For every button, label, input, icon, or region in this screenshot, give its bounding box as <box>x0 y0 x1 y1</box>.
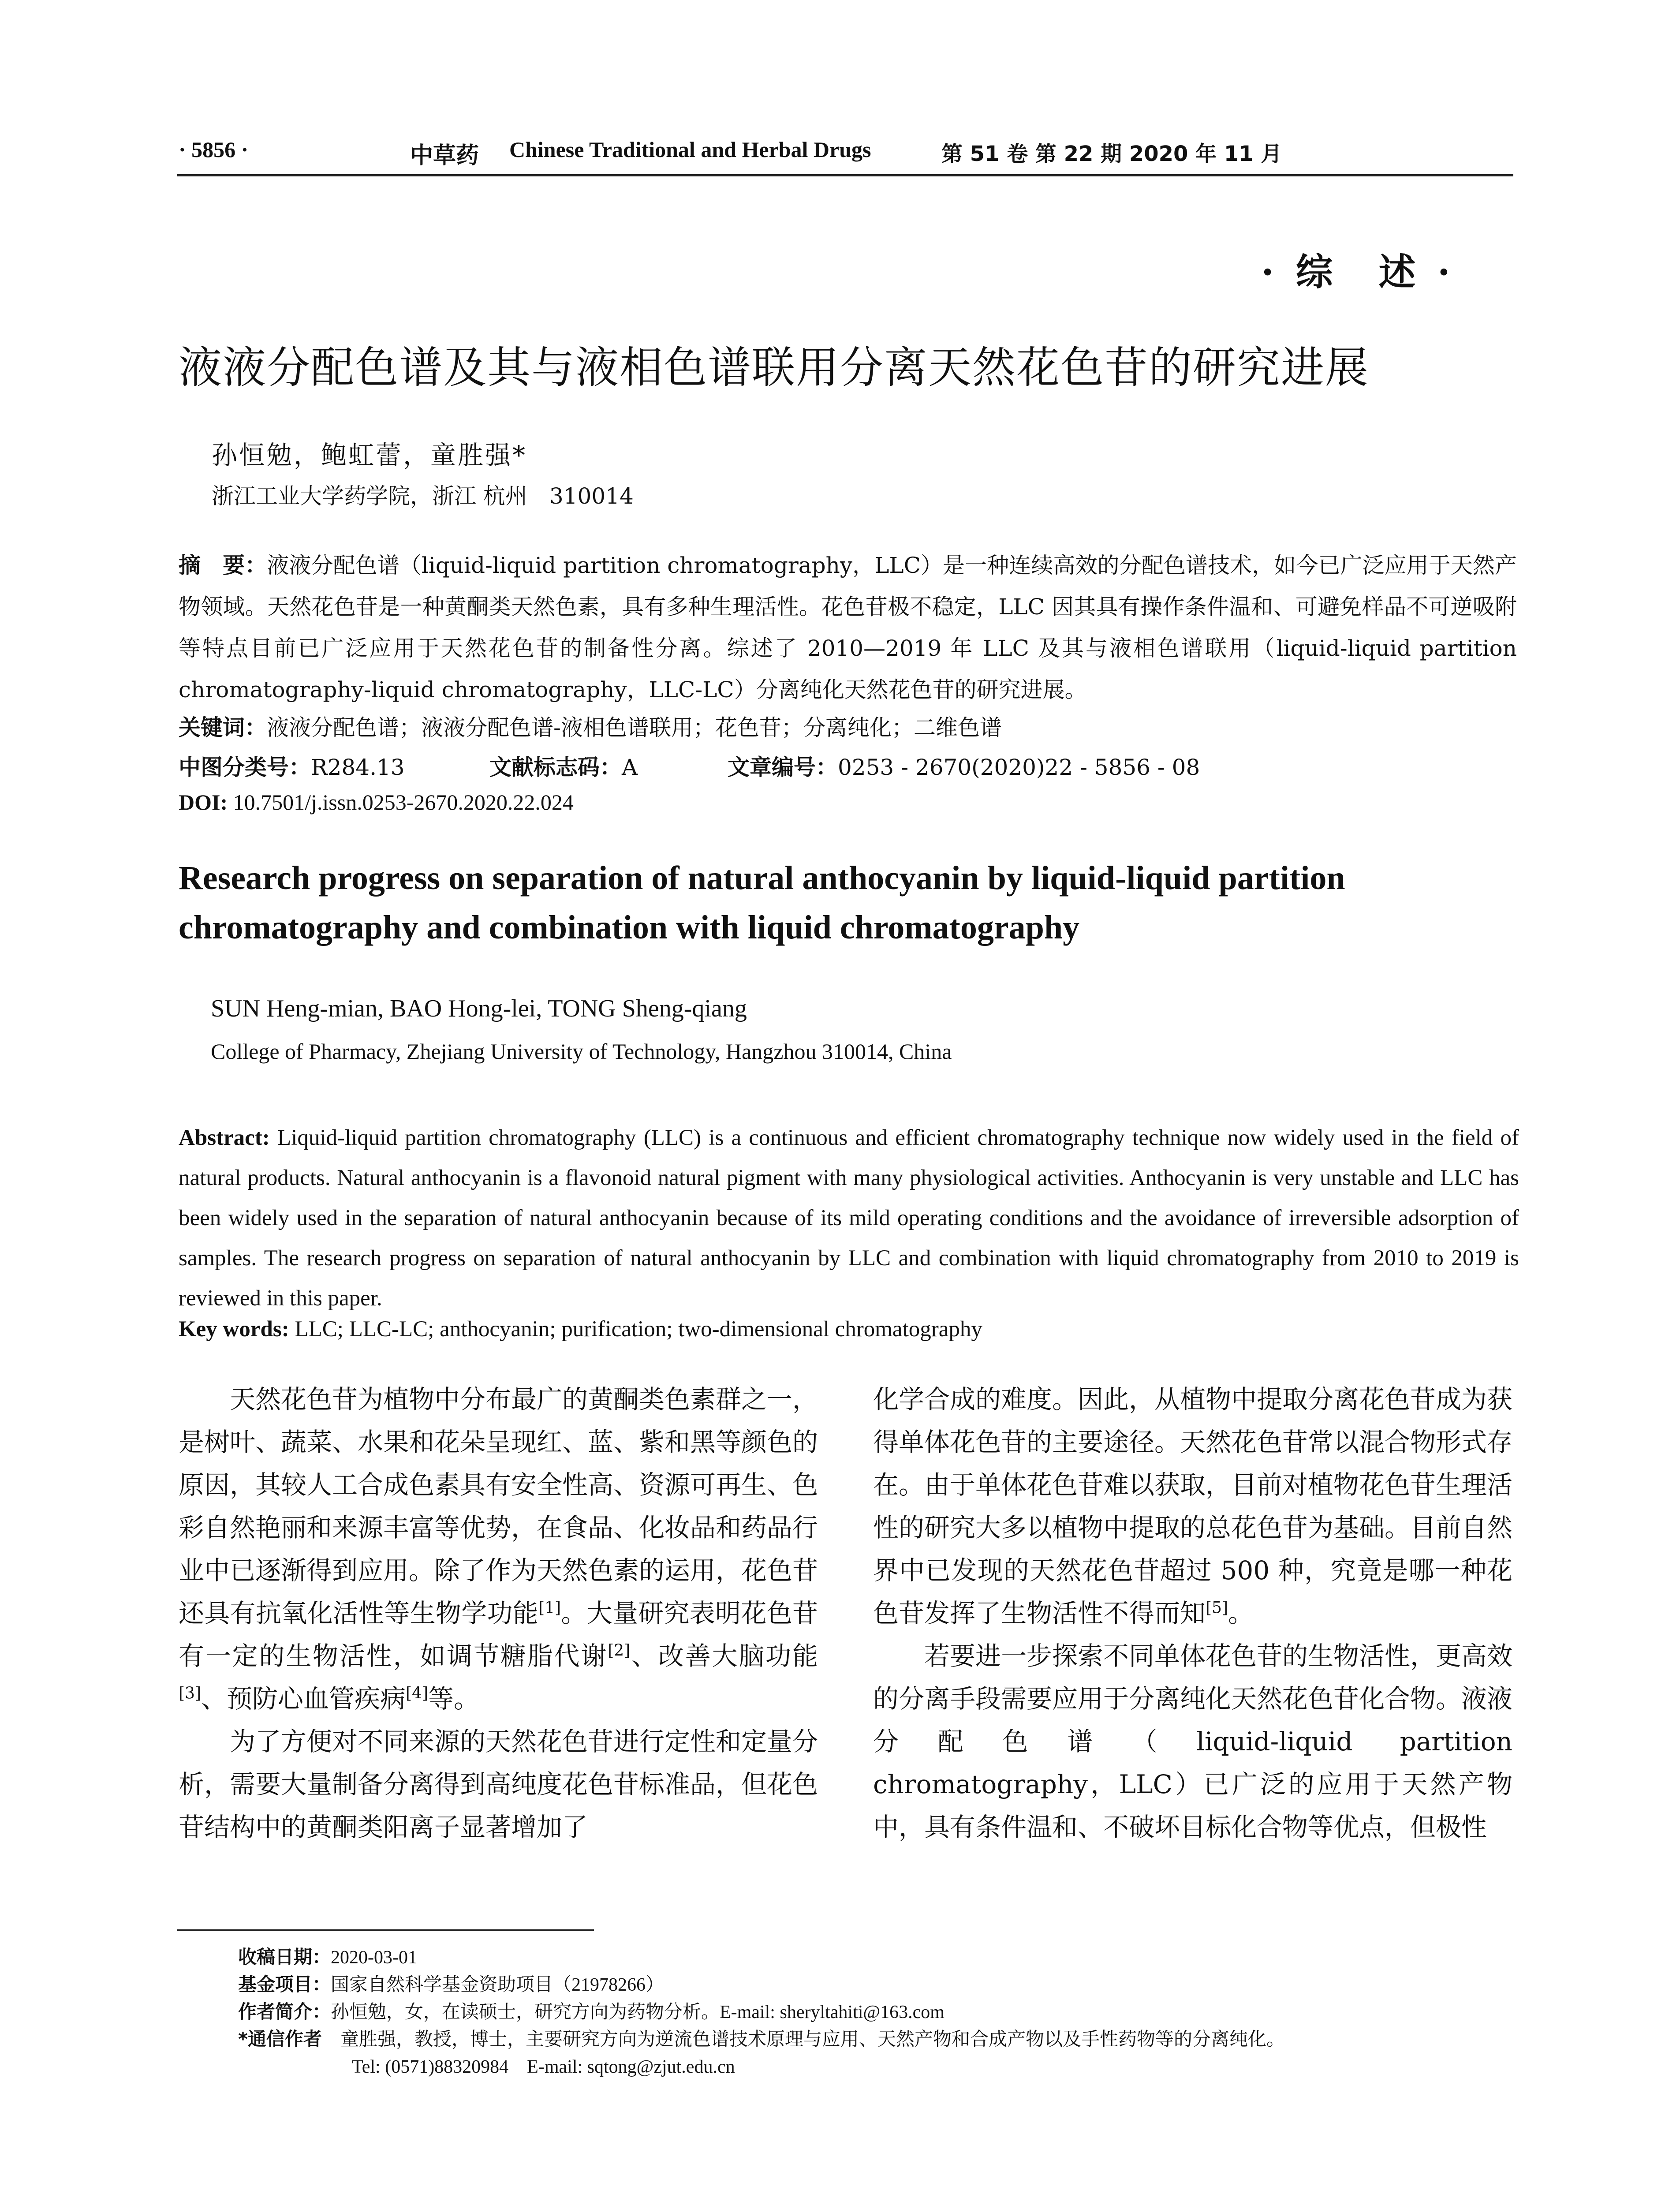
footnote-author <box>238 1997 945 2024</box>
footnote-label: 基金项目： <box>238 1973 331 1995</box>
footnote-contact: Tel: (0571)88320984 E-mail: sqtong@zjut.edu.cn <box>352 2057 735 2077</box>
citation-4[interactable]: [4] <box>406 1684 429 1703</box>
footnote-label: 收稿日期： <box>238 1946 331 1968</box>
abstract-cn <box>179 545 1517 710</box>
clc-label: 中图分类号： <box>179 755 311 780</box>
abstract-cn-text: 液液分配色谱（liquid-liquid partition chromatography，LLC）是一种连续高效的分配色谱技术，如今已广泛应用于天然产物领域。天然花色苷是一种黄酮类天然色素，具有多种生理活性。花色苷极不稳定，LLC 因其具有操作条件温和、可避免样品不可逆吸附等特点目前已广泛应用于天然花色苷的制备性分离。综述了 2010—2019 年 LLC 及其与液相色谱联用（liquid-liquid partition chromatography-liquid chromatography，LLC-LC）分离纯化天然花色苷的研究进展。 <box>179 553 1517 703</box>
footnote-label: *通信作者 <box>238 2028 322 2050</box>
footnote-text: 国家自然科学基金资助项目（21978266） <box>331 1975 665 1995</box>
doc-value: A <box>622 755 638 780</box>
body-paragraph: 若要进一步探索不同单体花色苷的生物活性，更高效的分离手段需要应用于分离纯化天然花色苷化合物。液液分配色谱（liquid-liquid partition chromatography，LLC）已广泛的应用于天然产物中，具有条件温和、不破坏目标化合物等优点，但极性 <box>873 1641 1513 1842</box>
body-text: 、改善大脑功能 <box>630 1641 818 1671</box>
doi-link[interactable]: 10.7501/j.issn.0253-2670.2020.22.024 <box>233 790 574 815</box>
clc-value: R284.13 <box>311 755 405 780</box>
title-cn: 液液分配色谱及其与液相色谱联用分离天然花色苷的研究进展 <box>179 343 1370 393</box>
title-en: Research progress on separation of natural anthocyanin by liquid-liquid partition chromatography and combination with liquid chromatography <box>179 860 1345 946</box>
journal-issue: 第 51 卷 第 22 期 2020 年 11 月 <box>941 142 1282 166</box>
body-column-left <box>179 1378 818 1849</box>
page-number: · 5856 · <box>179 137 249 162</box>
body-text: 。 <box>1228 1598 1254 1628</box>
doi-label: DOI: <box>179 790 228 815</box>
keywords-en-label: Key words: <box>179 1317 289 1342</box>
body-text: 、预防心血管疾病 <box>201 1684 406 1714</box>
keywords-cn-label: 关键词： <box>179 715 267 740</box>
article-label: 文章编号： <box>728 755 838 780</box>
footnote-corresponding <box>238 2025 1285 2051</box>
keywords-en-text: LLC; LLC-LC; anthocyanin; purification; two-dimensional chromatography <box>295 1317 982 1342</box>
footnote-rule <box>177 1929 594 1931</box>
citation-1[interactable]: [1] <box>538 1599 561 1617</box>
header-rule <box>177 174 1513 176</box>
footnote-text: 孙恒勉，女，在读硕士，研究方向为药物分析。E-mail: sheryltahiti@163.com <box>331 2002 945 2022</box>
affiliation-cn: 浙江工业大学药学院，浙江 杭州 310014 <box>212 483 634 509</box>
abstract-en-text: Liquid-liquid partition chromatography (LLC) is a continuous and efficient chromatography technique now widely used in the field of natural products. Natural anthocyanin is a flavonoid natural pigment with many physiological activities. Anthocyanin is very unstable and LLC has been widely used in the separation of natural anthocyanin because of its mild operating conditions and the avoidance of irreversible adsorption of samples. The research progress on separation of natural anthocyanin by LLC and combination with liquid chromatography from 2010 to 2019 is reviewed in this paper. <box>179 1125 1519 1311</box>
keywords-cn-text: 液液分配色谱；液液分配色谱-液相色谱联用；花色苷；分离纯化；二维色谱 <box>267 715 1002 740</box>
doi <box>179 789 574 815</box>
body-paragraph <box>179 1378 818 1720</box>
body-paragraph <box>873 1378 1512 1635</box>
footnote-label: 作者简介： <box>238 2001 331 2022</box>
body-column-right <box>873 1378 1512 1849</box>
article-value: 0253 - 2670(2020)22 - 5856 - 08 <box>838 755 1200 780</box>
section-tag: · 综 述 · <box>1261 250 1455 294</box>
doc-label: 文献标志码： <box>489 755 622 780</box>
abstract-en-label: Abstract: <box>179 1125 270 1150</box>
journal-name-cn: 中草药 <box>410 142 479 169</box>
footnote-received <box>238 1943 417 1969</box>
citation-3[interactable]: [3] <box>179 1684 201 1703</box>
body-text: 化学合成的难度。因此，从植物中提取分离花色苷成为获得单体花色苷的主要途径。天然花色苷常以混合物形式存在。由于单体花色苷难以获取，目前对植物花色苷生理活性的研究大多以植物中提取的总花色苷为基础。目前自然界中已发现的天然花色苷超过 500 种，究竟是哪一种花色苷发挥了生物活性不得而知 <box>873 1384 1513 1628</box>
body-text: 天然花色苷为植物中分布最广的黄酮类色素群之一，是树叶、蔬菜、水果和花朵呈现红、蓝、紫和黑等颜色的原因，其较人工合成色素具有安全性高、资源可再生、色彩自然艳丽和来源丰富等优势，在食品、化妆品和药品行业中已逐渐得到应用。除了作为天然色素的运用，花色苷还具有抗氧化活性等生物学功能 <box>179 1384 818 1628</box>
authors-en: SUN Heng-mian, BAO Hong-lei, TONG Sheng-qiang <box>211 995 747 1022</box>
footnote-fund <box>238 1970 664 1996</box>
authors-cn: 孙恒勉，鲍虹蕾，童胜强* <box>212 440 527 470</box>
citation-5[interactable]: [5] <box>1206 1599 1228 1617</box>
body-text: 等。 <box>428 1684 480 1714</box>
abstract-cn-label: 摘 要： <box>179 553 267 578</box>
body-paragraph: 为了方便对不同来源的天然花色苷进行定性和定量分析，需要大量制备分离得到高纯度花色苷标准品，但花色苷结构中的黄酮类阳离子显著增加了 <box>179 1727 818 1842</box>
article-number <box>728 750 1200 781</box>
abstract-en <box>179 1118 1519 1319</box>
keywords-en <box>179 1316 982 1342</box>
affiliation-en: College of Pharmacy, Zhejiang University of Technology, Hangzhou 310014, China <box>211 1039 952 1064</box>
footnote-text: 童胜强，教授，博士，主要研究方向为逆流色谱技术原理与应用、天然产物和合成产物以及手性药物等的分离纯化。 <box>340 2029 1285 2050</box>
citation-2[interactable]: [2] <box>608 1641 631 1660</box>
body-text: 。大量研究表明花色苷有一定的生物活性，如调节糖脂代谢 <box>179 1598 818 1671</box>
journal-name-en: Chinese Traditional and Herbal Drugs <box>509 137 871 162</box>
footnote-text: 2020-03-01 <box>331 1947 417 1968</box>
doc-code <box>489 750 638 781</box>
keywords-cn <box>179 710 1002 742</box>
clc-code <box>179 750 405 781</box>
